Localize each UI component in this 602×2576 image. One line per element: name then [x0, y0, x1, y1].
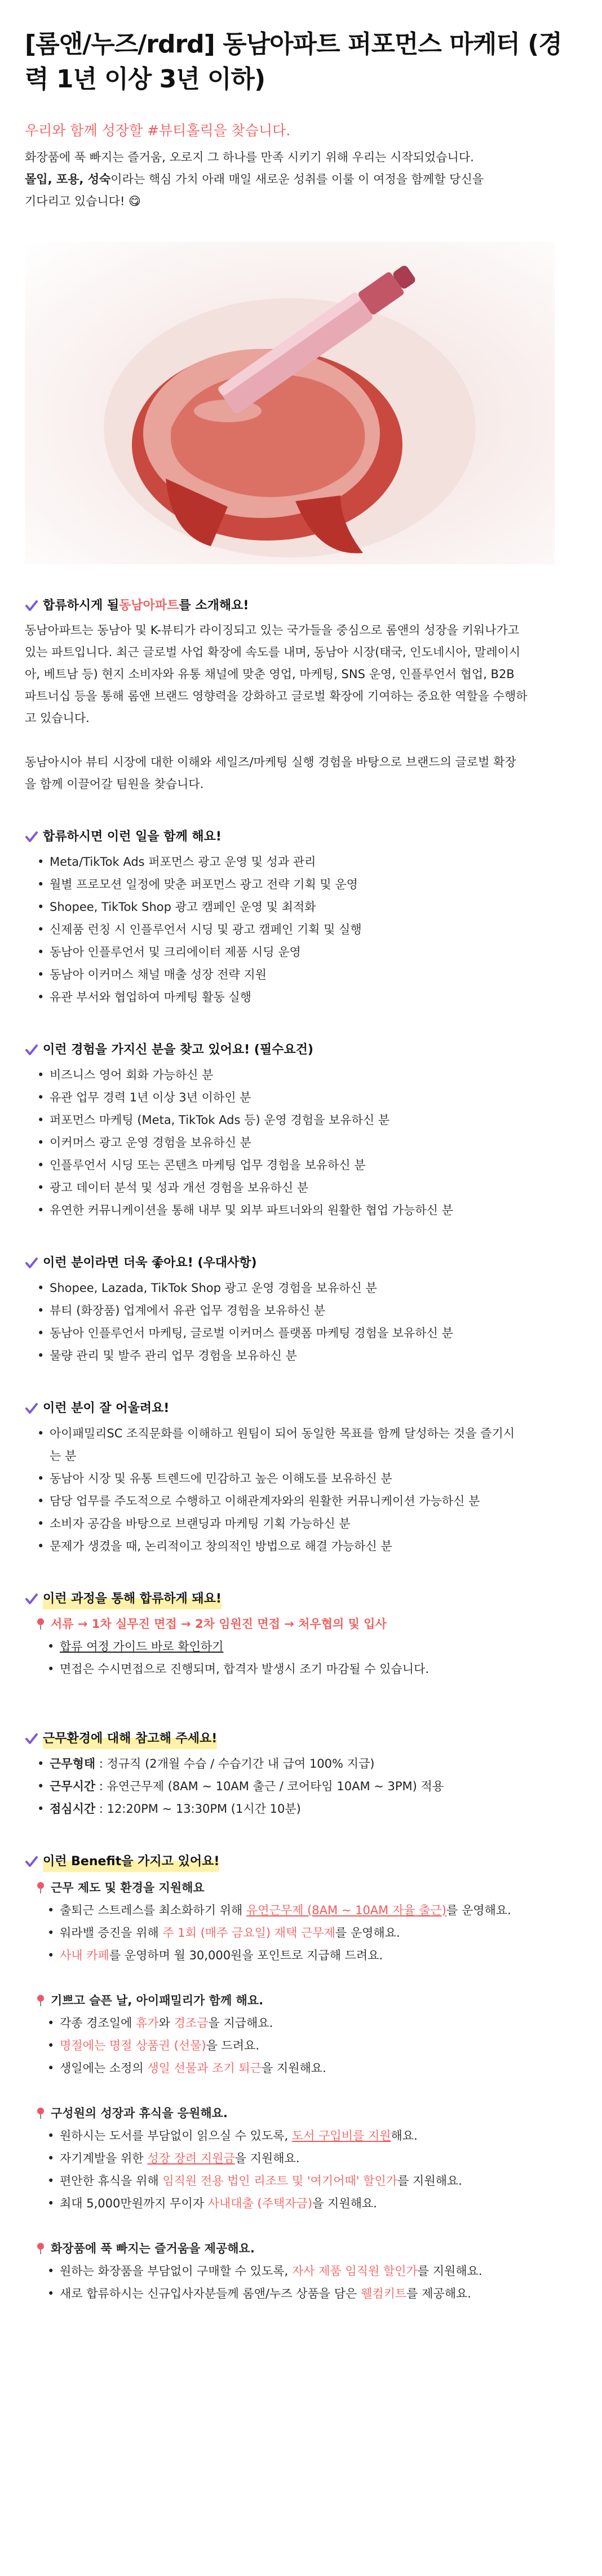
paragraph-line: 동남아시아 뷰티 시장에 대한 이해와 세일즈/마케팅 실행 경험을 바탕으로 브랜드의 글로벌 확장 — [25, 755, 516, 769]
paragraph-line: 을 함께 이끌어갈 팀원을 찾습니다. — [25, 777, 204, 791]
check-icon — [25, 1256, 38, 1270]
benefit-group — [25, 1989, 577, 2079]
paragraph-line: 고 있습니다. — [25, 711, 90, 725]
section-preferred — [25, 1253, 577, 1367]
benefit-group-title: 화장품에 푹 빠지는 즐거움을 제공해요. — [25, 2237, 577, 2260]
conditions-list — [25, 1752, 577, 1820]
list-item: • 퍼포먼스 마케팅 (Meta, TikTok Ads 등) 운영 경험을 보유하신 분 — [37, 1109, 577, 1131]
list-item: • 담당 업무를 주도적으로 수행하고 이해관계자와의 원활한 커뮤니케이션 가능하신 분 — [37, 1490, 577, 1512]
duties-list — [25, 851, 577, 1008]
section-team — [25, 596, 577, 795]
intro-line: 화장품에 푹 빠지는 즐거움, 오로지 그 하나를 만족 시키기 위해 우리는 시작되었습니다. — [25, 151, 474, 164]
section-heading: 이런 경험을 가지신 분을 찾고 있어요! (필수요건) — [25, 1040, 577, 1060]
check-icon — [25, 1043, 38, 1057]
section-heading: 이런 과정을 통해 합류하게 돼요! — [25, 1589, 577, 1609]
section-heading: 이런 분이 잘 어울려요! — [25, 1398, 577, 1419]
list-item: • 인플루언서 시딩 또는 콘텐츠 마케팅 업무 경험을 보유하신 분 — [37, 1154, 577, 1176]
paragraph-line: 있는 파트입니다. 최근 글로벌 사업 확장에 속도를 내며, 동남아 시장(태국, 인도네시아, 말레이시 — [25, 645, 521, 659]
pushpin-icon — [35, 2107, 46, 2119]
benefit-list — [25, 2124, 577, 2215]
list-item: • 근무시간 : 유연근무제 (8AM ~ 10AM 출근 / 코어타임 10AM ~ 3PM) 적용 — [37, 1775, 577, 1798]
benefit-group — [25, 1876, 577, 1967]
pushpin-icon — [35, 1994, 46, 2007]
list-item: • 최대 5,000만원까지 무이자 사내대출 (주택자금)을 지원해요. — [47, 2192, 577, 2215]
list-item: • 신제품 런칭 시 인플루언서 시딩 및 광고 캠페인 기획 및 실행 — [37, 918, 577, 941]
section-requirements — [25, 1040, 577, 1221]
list-item: • 원하는 화장품을 부담없이 구매할 수 있도록, 자사 제품 임직원 할인가를 지원해요. — [47, 2260, 577, 2282]
list-item: • 점심시간 : 12:20PM ~ 13:30PM (1시간 10분) — [37, 1798, 577, 1820]
list-item: • 월별 프로모션 일정에 맞춘 퍼포먼스 광고 전략 기획 및 운영 — [37, 873, 577, 896]
list-item: • 이커머스 광고 운영 경험을 보유하신 분 — [37, 1131, 577, 1154]
list-item: • 물량 관리 및 발주 관리 업무 경험을 보유하신 분 — [37, 1344, 577, 1367]
paragraph-line: 동남아파트는 동남아 및 K-뷰티가 라이징되고 있는 국가들을 중심으로 롬앤의 성장을 키워나가고 — [25, 623, 520, 637]
guide-link[interactable]: • 합류 여정 가이드 바로 확인하기 — [47, 1635, 577, 1658]
list-item: • 출퇴근 스트레스를 최소화하기 위해 유연근무제 (8AM ~ 10AM 자율 출근)를 운영해요. — [47, 1899, 577, 1922]
list-item: • 새로 합류하시는 신규입사자분들께 롬앤/누즈 상품을 담은 웰컴키트를 제공해요. — [47, 2282, 577, 2305]
list-item: • 뷰티 (화장품) 업계에서 유관 업무 경험을 보유하신 분 — [37, 1299, 577, 1322]
hiring-flow: 서류 → 1차 실무진 면접 → 2차 임원진 면접 → 처우협의 및 입사 — [25, 1613, 577, 1635]
intro-line: 기다리고 있습니다! 😋 — [25, 194, 141, 208]
intro-line: 몰입, 포용, 성숙이라는 핵심 가치 아래 매일 새로운 성취를 이룰 이 여정을 함께할 당신을 — [25, 172, 484, 186]
section-heading: 이런 분이라면 더욱 좋아요! (우대사항) — [25, 1253, 577, 1273]
section-heading: 합류하시면 이런 일을 함께 해요! — [25, 827, 577, 847]
list-item: • 유관 부서와 협업하여 마케팅 활동 실행 — [37, 986, 577, 1008]
benefit-group-title: 구성원의 성장과 휴식을 응원해요. — [25, 2102, 577, 2124]
paragraph-line: 아, 베트남 등) 현지 소비자와 유통 채널에 맞춘 영업, 마케팅, SNS 운영, 인플루언서 협업, B2B — [25, 667, 515, 681]
list-item: • 면접은 수시면접으로 진행되며, 합격자 발생시 조기 마감될 수 있습니다. — [47, 1658, 577, 1680]
section-conditions — [25, 1729, 577, 1820]
pushpin-icon — [35, 1618, 46, 1630]
benefit-group — [25, 2102, 577, 2215]
list-item: • 사내 카페를 운영하며 월 30,000원을 포인트로 지급해 드려요. — [47, 1944, 577, 1967]
preferred-list — [25, 1277, 577, 1367]
check-icon — [25, 830, 38, 844]
pushpin-icon — [35, 2242, 46, 2255]
list-item: • 동남아 시장 및 유통 트렌드에 민감하고 높은 이해도를 보유하신 분 — [37, 1467, 577, 1490]
section-process — [25, 1589, 577, 1680]
list-item: • 자기계발을 위한 성장 장려 지원금을 지원해요. — [47, 2147, 577, 2170]
list-item: • 광고 데이터 분석 및 성과 개선 경험을 보유하신 분 — [37, 1176, 577, 1199]
benefit-group-title: 기쁘고 슬픈 날, 아이패밀리가 함께 해요. — [25, 1989, 577, 2012]
section-benefits — [25, 1852, 577, 2305]
section-heading: 근무환경에 대해 참고해 주세요! — [25, 1729, 577, 1749]
pushpin-icon — [35, 1882, 46, 1894]
requirements-list — [25, 1064, 577, 1221]
list-item: • 문제가 생겼을 때, 논리적이고 창의적인 방법으로 해결 가능하신 분 — [37, 1535, 577, 1557]
list-item: • Shopee, TikTok Shop 광고 캠페인 운영 및 최적화 — [37, 896, 577, 918]
page-title: [롬앤/누즈/rdrd] 동남아파트 퍼포먼스 마케터 (경력 1년 이상 3년 이하) — [25, 30, 562, 94]
section-heading: 이런 Benefit을 가지고 있어요! — [25, 1852, 577, 1872]
list-item: • 명절에는 명절 상품권 (선물)을 드려요. — [47, 2034, 577, 2057]
section-duties — [25, 827, 577, 1008]
list-item: • 원하시는 도서를 부담없이 읽으실 수 있도록, 도서 구입비를 지원해요. — [47, 2124, 577, 2147]
list-item: • 근무형태 : 정규직 (2개월 수습 / 수습기간 내 급여 100% 지급) — [37, 1752, 577, 1775]
list-item: • 유관 업무 경력 1년 이상 3년 이하인 분 — [37, 1086, 577, 1109]
list-item: • 워라밸 증진을 위해 주 1회 (매주 금요일) 재택 근무제를 운영해요. — [47, 1922, 577, 1944]
lipstick-illustration — [25, 242, 555, 564]
benefit-group — [25, 2237, 577, 2305]
check-icon — [25, 599, 38, 613]
benefit-groups — [25, 1876, 577, 2305]
process-list — [25, 1635, 577, 1680]
benefit-list — [25, 1899, 577, 1967]
check-icon — [25, 1402, 38, 1415]
check-icon — [25, 1732, 38, 1746]
list-item: • 각종 경조일에 휴가와 경조금을 지급해요. — [47, 2012, 577, 2034]
benefit-group-title: 근무 제도 및 환경을 지원해요 — [25, 1876, 577, 1899]
list-item: • 동남아 인플루언서 및 크리에이터 제품 시딩 운영 — [37, 941, 577, 963]
hero-image — [25, 242, 555, 564]
list-item: • 비즈니스 영어 회화 가능하신 분 — [37, 1064, 577, 1086]
check-icon — [25, 1855, 38, 1869]
intro-lead: 우리와 함께 성장할 #뷰티홀릭을 찾습니다. — [25, 122, 291, 139]
list-item: • 편안한 휴식을 위해 임직원 전용 법인 리조트 및 '여기어때' 할인가를 지원해요. — [47, 2170, 577, 2192]
list-item: • 생일에는 소정의 생일 선물과 조기 퇴근을 지원해요. — [47, 2057, 577, 2079]
list-item: • Meta/TikTok Ads 퍼포먼스 광고 운영 및 성과 관리 — [37, 851, 577, 873]
section-fit — [25, 1398, 577, 1557]
list-item: • Shopee, Lazada, TikTok Shop 광고 운영 경험을 보유하신 분 — [37, 1277, 577, 1299]
list-item: • 동남아 이커머스 채널 매출 성장 전략 지원 — [37, 963, 577, 986]
check-icon — [25, 1592, 38, 1606]
core-values: 몰입, 포용, 성숙 — [25, 172, 111, 186]
list-item: • 동남아 인플루언서 마케팅, 글로벌 이커머스 플랫폼 마케팅 경험을 보유하신 분 — [37, 1322, 577, 1344]
fit-list — [25, 1422, 577, 1557]
paragraph-line: 파트너십 등을 통해 롬앤 브랜드 영향력을 강화하고 글로벌 확장에 기여하는 중요한 역할을 수행하 — [25, 689, 528, 703]
list-item: • 아이패밀리SC 조직문화를 이해하고 원팀이 되어 동일한 목표를 함께 달성하는 것을 즐기시 는 분 — [37, 1422, 577, 1467]
section-heading: 합류하시게 될 동남아파트 를 소개해요! — [25, 596, 577, 616]
list-item: • 유연한 커뮤니케이션을 통해 내부 및 외부 파트너와의 원활한 협업 가능하신 분 — [37, 1199, 577, 1221]
list-item: • 소비자 공감을 바탕으로 브랜딩과 마케팅 기획 가능하신 분 — [37, 1512, 577, 1535]
benefit-list — [25, 2012, 577, 2079]
benefit-list — [25, 2260, 577, 2305]
